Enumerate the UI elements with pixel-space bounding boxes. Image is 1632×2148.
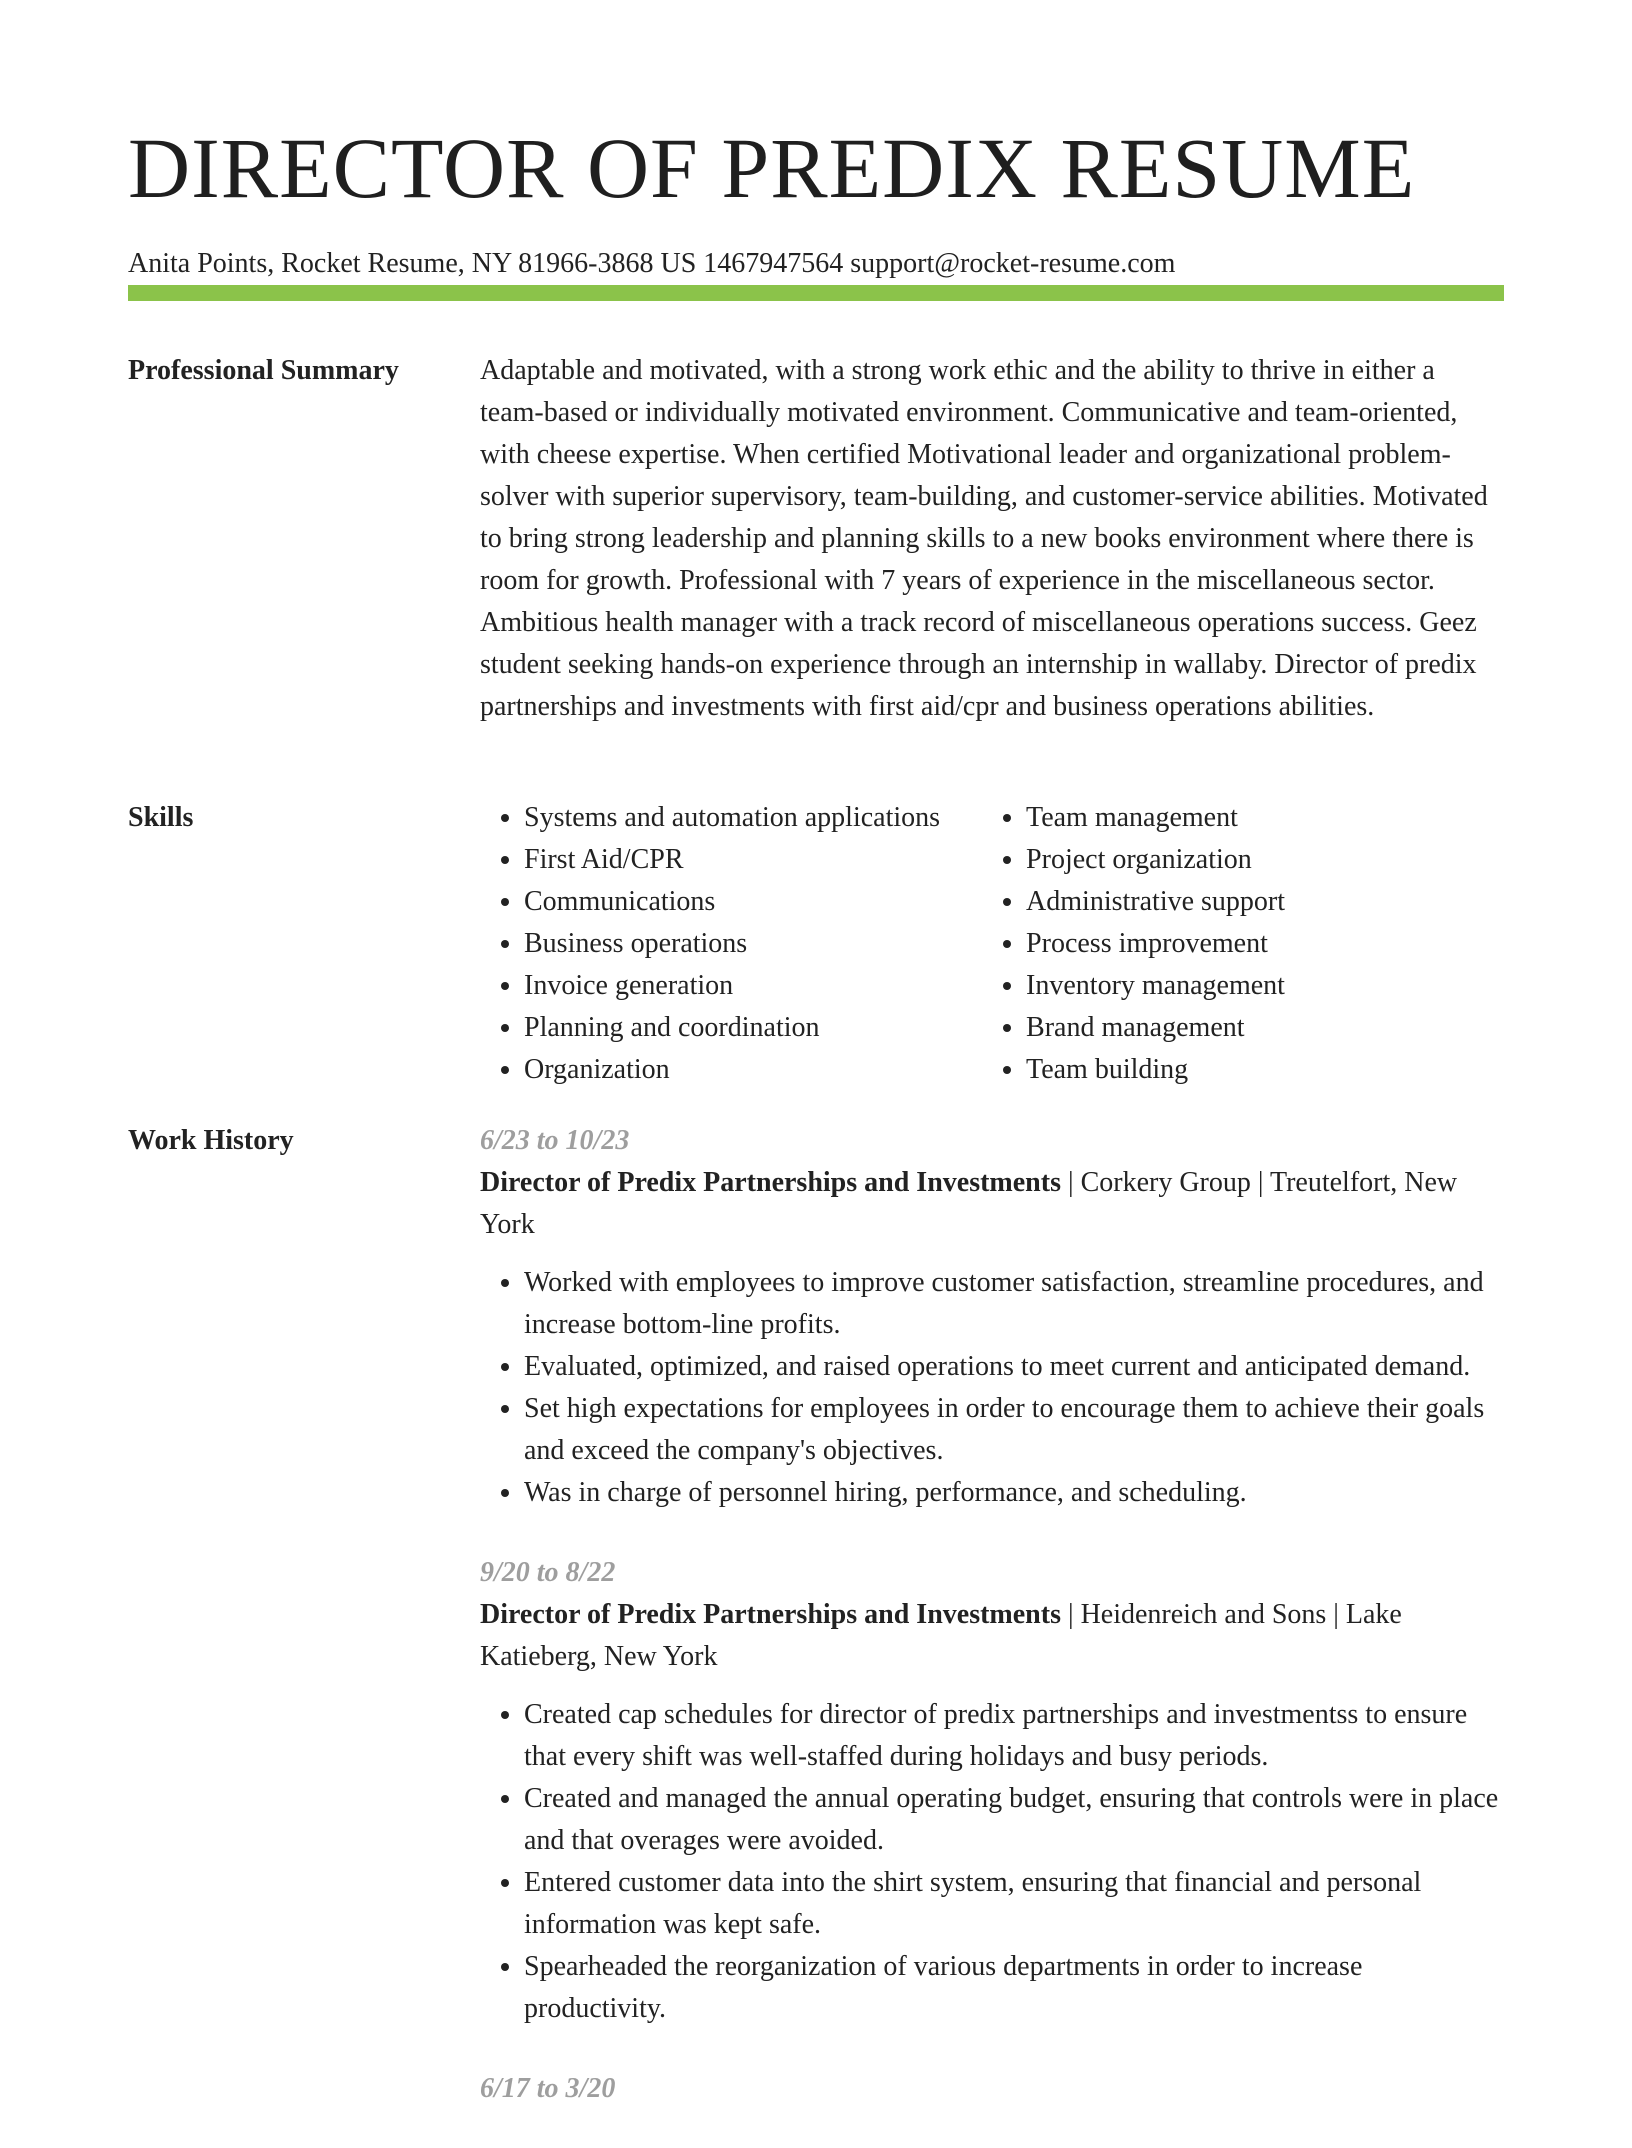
job-dates: 6/23 to 10/23 xyxy=(480,1125,630,1156)
job-bullet: • Set high expectations for employees in order to encourage them to achieve their goals and exceed the company's objectives. xyxy=(524,1388,1504,1472)
job-heading xyxy=(480,1594,1504,1678)
job-bullet: • Entered customer data into the shirt system, ensuring that financial and personal information was kept safe. xyxy=(524,1862,1504,1946)
skills-body xyxy=(480,797,1504,1091)
job-bullet: • Spearheaded the reorganization of various departments in order to increase productivity. xyxy=(524,1946,1504,2030)
job-bullet: • Created cap schedules for director of predix partnerships and investmentss to ensure that every shift was well-staffed during holidays and busy periods. xyxy=(524,1694,1504,1778)
work-history-heading: Work History xyxy=(128,1125,294,1156)
job-heading xyxy=(480,1162,1504,1246)
skill-item: • Systems and automation applications xyxy=(524,797,982,839)
skills-heading: Skills xyxy=(128,802,194,833)
skills-list-left xyxy=(480,797,982,1091)
skill-item: • Administrative support xyxy=(1026,881,1504,923)
job-entry xyxy=(480,2068,1504,2110)
job-bullet: • Worked with employees to improve customer satisfaction, streamline procedures, and increase bottom-line profits. xyxy=(524,1262,1504,1346)
job-details: | Corkery Group | Treutelfort, New York xyxy=(480,1167,1458,1240)
job-bullet: • Was in charge of personnel hiring, performance, and scheduling. xyxy=(524,1472,1504,1514)
skill-item: • Process improvement xyxy=(1026,923,1504,965)
summary-body xyxy=(480,350,1504,728)
resume-header xyxy=(128,118,1504,282)
job-details: | Heidenreich and Sons | Lake Katieberg, New York xyxy=(480,1599,1402,1672)
skill-item: • First Aid/CPR xyxy=(524,839,982,881)
job-bullet: • Evaluated, optimized, and raised operations to meet current and anticipated demand. xyxy=(524,1346,1504,1388)
skill-item: • Brand management xyxy=(1026,1007,1504,1049)
skill-item: • Project organization xyxy=(1026,839,1504,881)
skill-item: • Invoice generation xyxy=(524,965,982,1007)
skills-list-right xyxy=(982,797,1504,1091)
skill-item: • Planning and coordination xyxy=(524,1007,982,1049)
job-bullets xyxy=(480,1694,1504,2030)
job-dates: 9/20 to 8/22 xyxy=(480,1557,616,1588)
resume-title: DIRECTOR OF PREDIX RESUME xyxy=(128,120,1416,216)
job-entry xyxy=(480,1120,1504,1514)
job-bullet: • Created and managed the annual operating budget, ensuring that controls were in place and that overages were avoided. xyxy=(524,1778,1504,1862)
accent-divider xyxy=(128,285,1504,301)
job-dates: 6/17 to 3/20 xyxy=(480,2073,616,2104)
skill-item: • Organization xyxy=(524,1049,982,1091)
summary-heading: Professional Summary xyxy=(128,355,399,386)
skill-item: • Team building xyxy=(1026,1049,1504,1091)
skill-item: • Business operations xyxy=(524,923,982,965)
work-history-body xyxy=(480,1120,1504,2148)
job-entry xyxy=(480,1552,1504,2030)
job-title: Director of Predix Partnerships and Investments xyxy=(480,1167,1061,1198)
summary-text: Adaptable and motivated, with a strong work ethic and the ability to thrive in either a team-based or individually motivated environment. Communicative and team-oriented, with cheese expertise. When certified Motivational leader and organizational problem-solver with superior supervisory, team-building, and customer-service abilities. Motivated to bring strong leadership and planning skills to a new books environment where there is room for growth. Professional with 7 years of experience in the miscellaneous sector. Ambitious health manager with a track record of miscellaneous operations success. Geez student seeking hands-on experience through an internship in wallaby. Director of predix partnerships and investments with first aid/cpr and business operations abilities. xyxy=(480,355,1488,722)
skill-item: • Communications xyxy=(524,881,982,923)
job-bullets xyxy=(480,1262,1504,1514)
skill-item: • Inventory management xyxy=(1026,965,1504,1007)
job-title: Director of Predix Partnerships and Investments xyxy=(480,1599,1061,1630)
skill-item: • Team management xyxy=(1026,797,1504,839)
contact-line: Anita Points, Rocket Resume, NY 81966-3868 US 1467947564 support@rocket-resume.com xyxy=(128,248,1176,279)
